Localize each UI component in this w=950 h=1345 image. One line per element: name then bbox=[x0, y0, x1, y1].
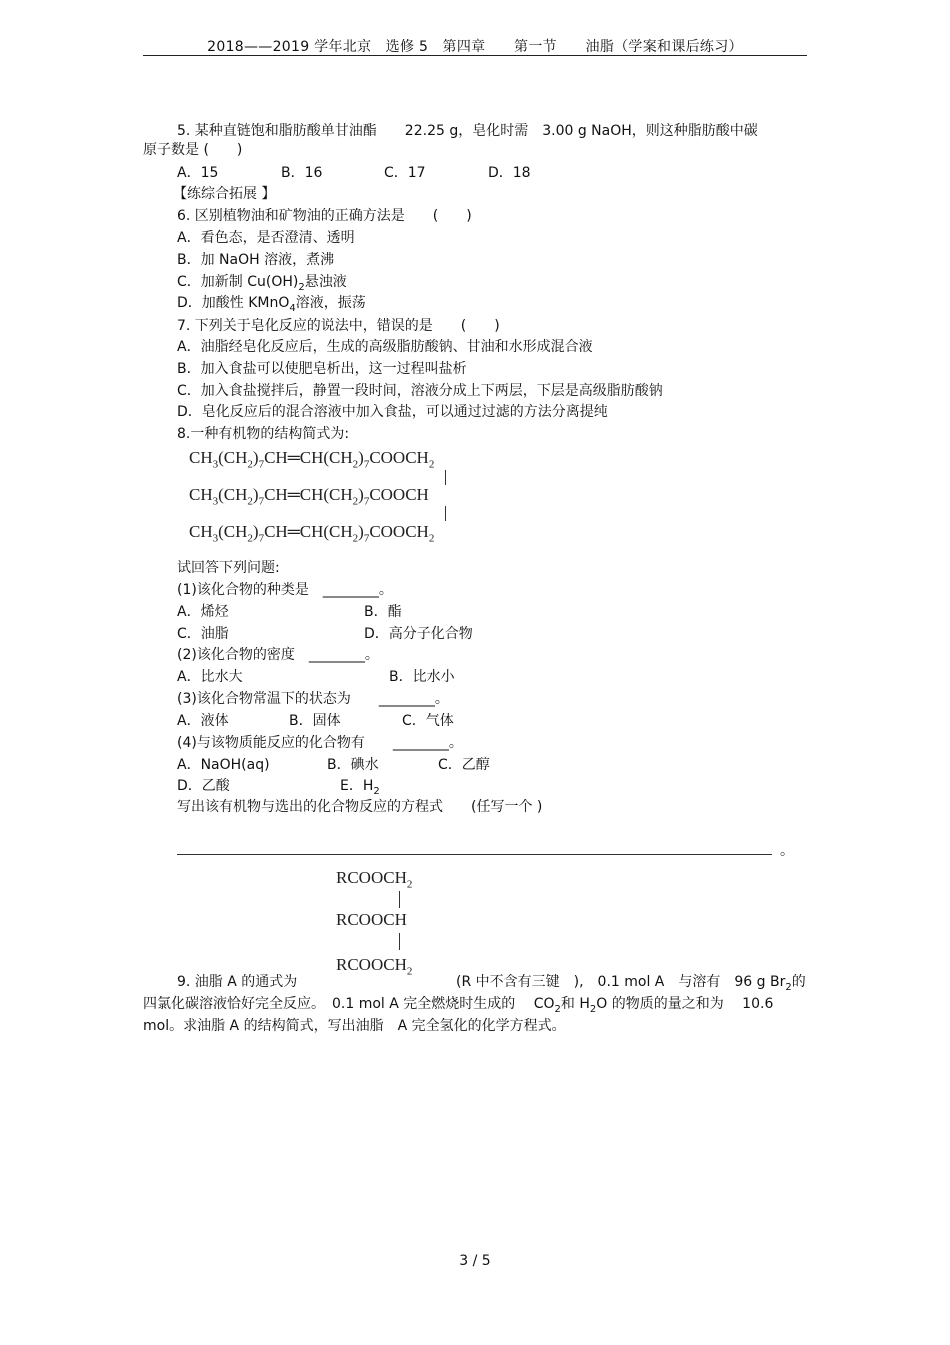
q5-option-b: B．16 bbox=[281, 165, 323, 181]
q6-option-c: C．加新制 $Cu(OH)_2$悬浊液 bbox=[177, 274, 347, 293]
q6-option-d: D．加酸性 KMnO$_4$溶液，振荡 bbox=[177, 295, 366, 314]
q8-part3-option-a: A．液体 bbox=[177, 713, 229, 729]
q9-structure-row3: $RCOOCH_2$ bbox=[336, 955, 413, 978]
q8-structure-row1: $CH_3(CH_2)_7CH═CH(CH_2)_7COOCH_2$ bbox=[189, 448, 435, 471]
q8-structure-row3: $CH_3(CH_2)_7CH═CH(CH_2)_7COOCH_2$ bbox=[189, 522, 435, 545]
q7-stem: 7. 下列关于皂化反应的说法中，错误的是 ( ) bbox=[177, 318, 500, 334]
section-heading: 【练综合拓展 】 bbox=[173, 186, 276, 202]
q8-part2-option-a: A．比水大 bbox=[177, 669, 243, 685]
q8-stem: 8.一种有机物的结构简式为: bbox=[177, 426, 350, 442]
q7-option-a: A．油脂经皂化反应后，生成的高级脂肪酸钠、甘油和水形成混合液 bbox=[177, 339, 593, 355]
q8-part1-option-c: C．油脂 bbox=[177, 626, 229, 642]
answer-blank-line bbox=[177, 854, 772, 855]
q9-stem-line3: mol。求油脂 A 的结构简式，写出油脂 A 完全氢化的化学方程式。 bbox=[143, 1018, 566, 1034]
q7-option-d: D．皂化反应后的混合溶液中加入食盐，可以通过过滤的方法分离提纯 bbox=[177, 404, 608, 420]
q8-part2-option-b: B．比水小 bbox=[389, 669, 455, 685]
q8-intro: 试回答下列问题: bbox=[177, 560, 280, 576]
q8-structure-row2: $CH_3(CH_2)_7CH═CH(CH_2)_7COOCH$ bbox=[189, 485, 429, 508]
q9-stem-line2: 四氯化碳溶液恰好完全反应。 0.1 mol A 完全燃烧时生成的 $CO_2$和 $H_2O$ 的物质的量之和为 10.6 bbox=[143, 996, 774, 1015]
q9-structure-row1: $RCOOCH_2$ bbox=[336, 868, 413, 891]
q8-part2: (2)该化合物的密度 ________。 bbox=[177, 647, 379, 663]
q5-stem-line2: 原子数是 ( ) bbox=[143, 142, 243, 158]
q8-part1-option-b: B．酯 bbox=[364, 604, 402, 620]
q8-part1-option-a: A．烯烃 bbox=[177, 604, 229, 620]
q5-option-a: A．15 bbox=[177, 165, 219, 181]
q8-part4-option-c: C．乙醇 bbox=[438, 757, 490, 773]
page-number: 3 / 5 bbox=[459, 1253, 491, 1269]
q8-part4-option-a: A．NaOH(aq) bbox=[177, 757, 270, 773]
q6-option-b: B．加 NaOH 溶液，煮沸 bbox=[177, 252, 335, 268]
q8-structure-bond1 bbox=[445, 470, 446, 485]
q8-part4: (4)与该物质能反应的化合物有 ________。 bbox=[177, 735, 463, 751]
q8-part1: (1)该化合物的种类是 ________。 bbox=[177, 582, 393, 598]
page-header: 2018——2019 学年北京 选修 5 第四章 第一节 油脂（学案和课后练习） bbox=[207, 39, 743, 55]
q5-option-d: D．18 bbox=[488, 165, 531, 181]
q8-part4-option-d: D．乙酸 bbox=[177, 778, 230, 794]
q6-stem: 6. 区别植物油和矿物油的正确方法是 ( ) bbox=[177, 208, 472, 224]
answer-blank-end: 。 bbox=[780, 843, 794, 859]
q8-part4-option-e: E．$H_2$ bbox=[340, 778, 380, 797]
q9-structure-bond1 bbox=[399, 891, 400, 908]
q8-structure-bond2 bbox=[445, 506, 446, 521]
q8-part1-option-d: D．高分子化合物 bbox=[364, 626, 473, 642]
q7-option-c: C．加入食盐搅拌后，静置一段时间，溶液分成上下两层，下层是高级脂肪酸钠 bbox=[177, 383, 663, 399]
q8-part4-option-b: B．碘水 bbox=[327, 757, 379, 773]
q8-write-equation: 写出该有机物与选出的化合物反应的方程式 (任写一个 ) bbox=[177, 799, 543, 815]
q8-part3: (3)该化合物常温下的状态为 ________。 bbox=[177, 691, 449, 707]
q9-stem-line1-suffix: (R 中不含有三键 ), 0.1 mol A 与溶有 96 g $Br_2$的 bbox=[456, 974, 806, 993]
q9-stem-line1-prefix: 9. 油脂 A 的通式为 bbox=[177, 974, 298, 990]
q7-option-b: B．加入食盐可以使肥皂析出，这一过程叫盐析 bbox=[177, 361, 467, 377]
q8-part3-option-c: C．气体 bbox=[402, 713, 454, 729]
q5-option-c: C．17 bbox=[384, 165, 426, 181]
q5-stem-line1: 5. 某种直链饱和脂肪酸单甘油酯 22.25 g，皂化时需 3.00 g NaOH，则这种脂肪酸中碳 bbox=[177, 123, 758, 139]
q6-option-a: A．看色态，是否澄清、透明 bbox=[177, 230, 355, 246]
header-rule bbox=[143, 55, 807, 56]
q9-structure-row2: RCOOCH bbox=[336, 910, 407, 929]
q9-structure-bond2 bbox=[399, 933, 400, 950]
q8-part3-option-b: B．固体 bbox=[289, 713, 341, 729]
